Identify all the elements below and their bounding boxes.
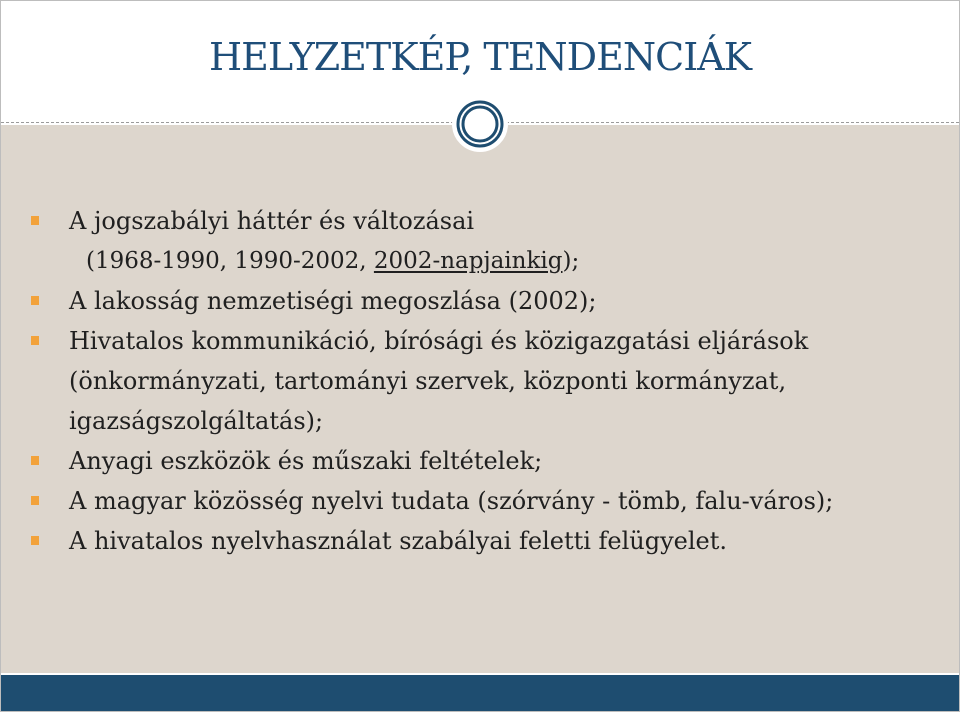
circle-ornament-icon <box>451 95 509 153</box>
square-bullet-icon <box>31 536 39 545</box>
bullet-text: A lakosság nemzetiségi megoszlása (2002); <box>69 287 597 315</box>
square-bullet-icon <box>31 456 39 465</box>
list-item <box>31 201 931 241</box>
list-item <box>31 441 931 481</box>
bullet-text: A magyar közösség nyelvi tudata (szórvány - tömb, falu-város); <box>69 487 834 515</box>
square-bullet-icon <box>31 296 39 305</box>
list-item <box>31 481 931 521</box>
bullet-text: A jogszabályi háttér és változásai <box>69 207 475 235</box>
slide-title: HELYZETKÉP, TENDENCIÁK <box>208 35 752 79</box>
list-item <box>31 281 931 321</box>
list-item <box>31 521 931 561</box>
square-bullet-icon <box>31 336 39 345</box>
footer-bar <box>1 675 959 711</box>
date-ranges-suffix: ); <box>562 248 580 274</box>
bullet-list <box>31 201 931 561</box>
date-range-link[interactable]: 2002-napjainkig <box>373 248 563 274</box>
bullet-text: Hivatalos kommunikáció, bírósági és közigazgatási eljárások (önkormányzati, tartományi szervek, központi kormányzat, igazságszolgáltatás); <box>69 327 809 435</box>
square-bullet-icon <box>31 216 39 225</box>
date-ranges-prefix: (1968-1990, 1990-2002, <box>86 248 374 274</box>
list-item <box>31 321 931 441</box>
bullet-text: Anyagi eszközök és műszaki feltételek; <box>69 447 543 475</box>
bullet-text: A hivatalos nyelvhasználat szabályai feletti felügyelet. <box>69 527 728 555</box>
sub-line-item <box>31 241 931 281</box>
square-bullet-icon <box>31 496 39 505</box>
